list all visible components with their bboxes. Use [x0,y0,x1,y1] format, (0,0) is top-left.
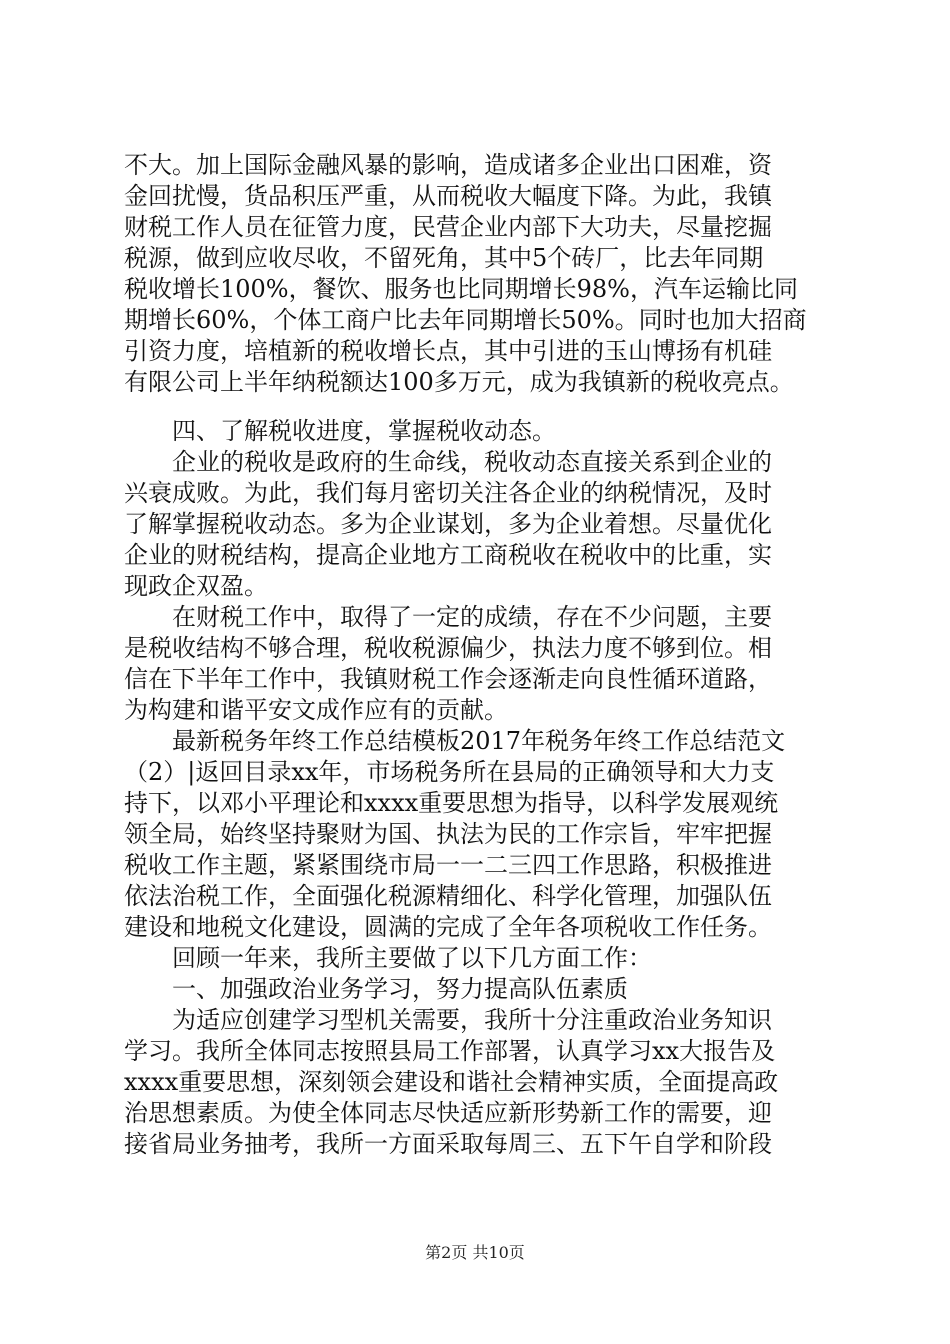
page-footer [0,1243,950,1263]
text-line: 治思想素质。为使全体同志尽快适应新形势新工作的需要，迎 [124,1099,772,1127]
text-line: 税源，做到应收尽收，不留死角，其中5个砖厂，比去年同期 [124,244,764,272]
text-line: 依法治税工作，全面强化税源精细化、科学化管理，加强队伍 [124,882,772,910]
text-line: 税收增长100%，餐饮、服务也比同期增长98%，汽车运输比同 [124,275,798,303]
text-line: 现政企双盈。 [124,572,268,600]
text-line: 是税收结构不够合理，税收税源偏少，执法力度不够到位。相 [124,634,772,662]
text-line: 为适应创建学习型机关需要，我所十分注重政治业务知识 [172,1006,772,1034]
text-line: xxxx重要思想，深刻领会建设和谐社会精神实质，全面提高政 [124,1068,779,1096]
page-number-label: 第2页 共10页 [425,1243,525,1262]
text-line: 期增长60%，个体工商户比去年同期增长50%。同时也加大招商 [124,306,807,334]
text-line: 兴衰成败。为此，我们每月密切关注各企业的纳税情况，及时 [124,479,772,507]
text-line: （2）|返回目录xx年，市场税务所在县局的正确领导和大力支 [124,758,775,786]
paragraph [124,447,844,602]
text-line: 建设和地税文化建设，圆满的完成了全年各项税收工作任务。 [124,913,772,941]
text-line: 持下，以邓小平理论和xxxx重要思想为指导，以科学发展观统 [124,789,779,817]
paragraph [124,726,844,943]
text-line: 税收工作主题，紧紧围绕市局一一二三四工作思路，积极推进 [124,851,772,879]
text-line: 财税工作人员在征管力度，民营企业内部下大功夫，尽量挖掘 [124,213,772,241]
text-line: 学习。我所全体同志按照县局工作部署，认真学习xx大报告及 [124,1037,776,1065]
text-line: 回顾一年来，我所主要做了以下几方面工作： [172,944,652,972]
text-line: 最新税务年终工作总结模板2017年税务年终工作总结范文 [172,727,786,755]
text-line: 金回扰慢，货品积压严重，从而税收大幅度下降。为此，我镇 [124,182,772,210]
text-line: 不大。加上国际金融风暴的影响，造成诸多企业出口困难，资 [124,151,772,179]
paragraph [124,974,844,1005]
document-body [124,150,844,1160]
text-line: 企业的财税结构，提高企业地方工商税收在税收中的比重，实 [124,541,772,569]
text-line: 信在下半年工作中，我镇财税工作会逐渐走向良性循环道路， [124,665,772,693]
paragraph [124,1005,844,1160]
text-line: 在财税工作中，取得了一定的成绩，存在不少问题，主要 [172,603,772,631]
text-line: 为构建和谐平安文成作应有的贡献。 [124,696,508,724]
paragraph [124,150,844,398]
text-line: 领全局，始终坚持聚财为国、执法为民的工作宗旨，牢牢把握 [124,820,772,848]
text-line: 四、了解税收进度，掌握税收动态。 [172,417,556,445]
text-line: 引资力度，培植新的税收增长点，其中引进的玉山博扬有机硅 [124,337,772,365]
paragraph-gap [124,398,844,416]
text-line: 了解掌握税收动态。多为企业谋划，多为企业着想。尽量优化 [124,510,772,538]
text-line: 一、加强政治业务学习，努力提高队伍素质 [172,975,628,1003]
paragraph [124,943,844,974]
text-line: 有限公司上半年纳税额达100多万元，成为我镇新的税收亮点。 [124,368,794,396]
text-line: 接省局业务抽考，我所一方面采取每周三、五下午自学和阶段 [124,1130,772,1158]
paragraph [124,602,844,726]
paragraph [124,416,844,447]
text-line: 企业的税收是政府的生命线，税收动态直接关系到企业的 [172,448,772,476]
